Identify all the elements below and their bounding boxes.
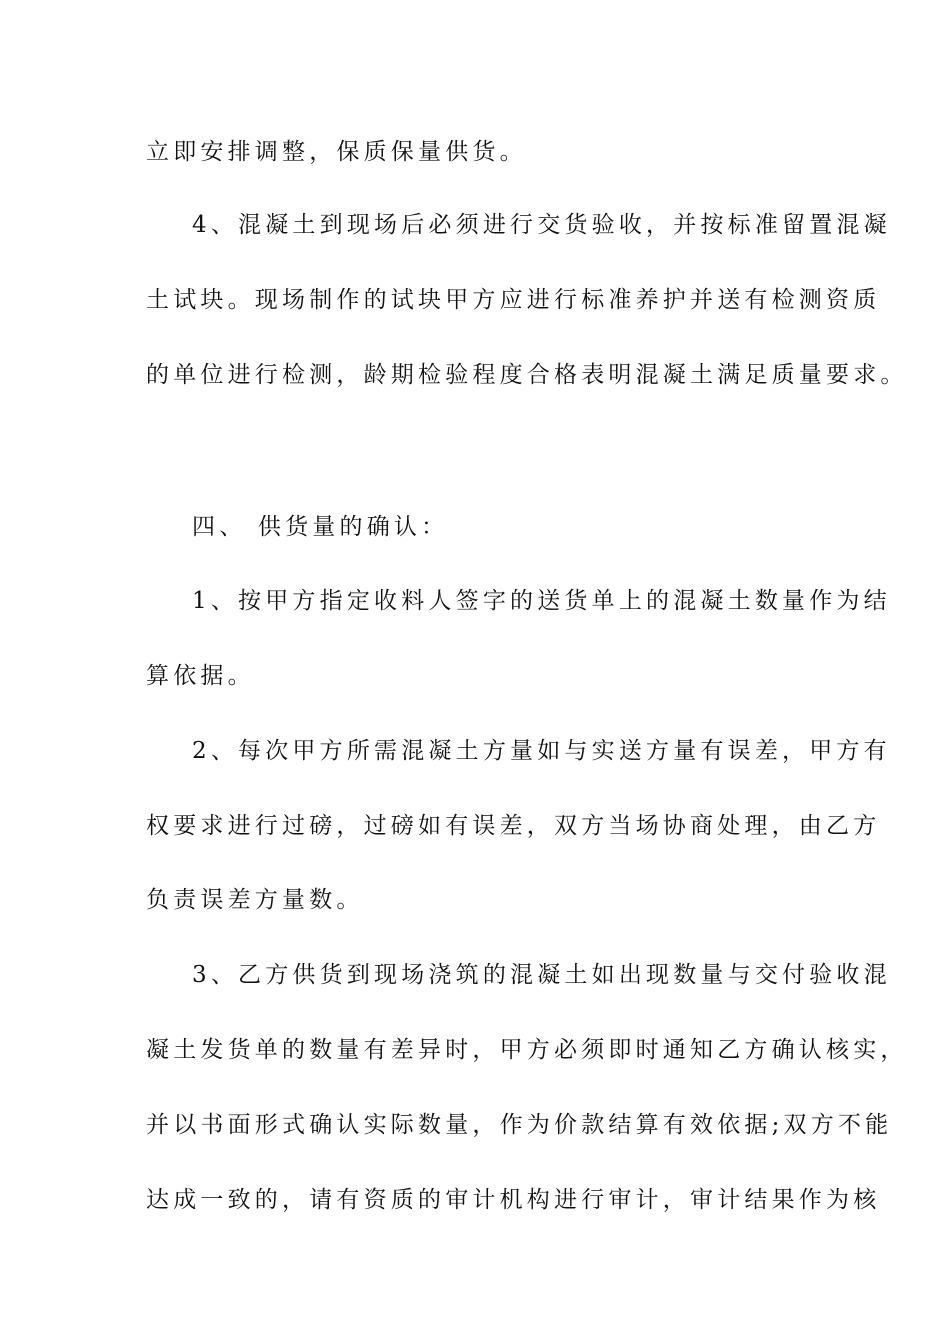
paragraph-line: 算依据。 <box>146 663 255 689</box>
paragraph-line: 3、乙方供货到现场浇筑的混凝土如出现数量与交付验收混 <box>192 962 891 988</box>
paragraph-line: 达成一致的，请有资质的审计机构进行审计，审计结果作为核 <box>146 1187 881 1213</box>
paragraph-line: 1、按甲方指定收料人签字的送货单上的混凝土数量作为结 <box>192 588 891 614</box>
paragraph-line: 2、每次甲方所需混凝土方量如与实送方量有误差，甲方有 <box>192 738 891 764</box>
paragraph-line: 权要求进行过磅，过磅如有误差，双方当场协商处理，由乙方 <box>146 813 881 839</box>
section-heading: 四、 供货量的确认： <box>192 514 449 540</box>
paragraph-line: 并以书面形式确认实际数量，作为价款结算有效依据;双方不能 <box>146 1112 893 1138</box>
paragraph-line: 立即安排调整，保质保量供货。 <box>146 139 527 165</box>
paragraph-line: 土试块。现场制作的试块甲方应进行标准养护并送有检测资质 <box>146 287 881 313</box>
paragraph-line: 的单位进行检测，龄期检验程度合格表明混凝土满足质量要求。 <box>146 362 908 388</box>
paragraph-line: 负责误差方量数。 <box>146 887 364 913</box>
paragraph-line: 4、混凝土到现场后必须进行交货验收，并按标准留置混凝 <box>192 212 891 238</box>
paragraph-line: 凝土发货单的数量有差异时，甲方必须即时通知乙方确认核实， <box>146 1037 908 1063</box>
